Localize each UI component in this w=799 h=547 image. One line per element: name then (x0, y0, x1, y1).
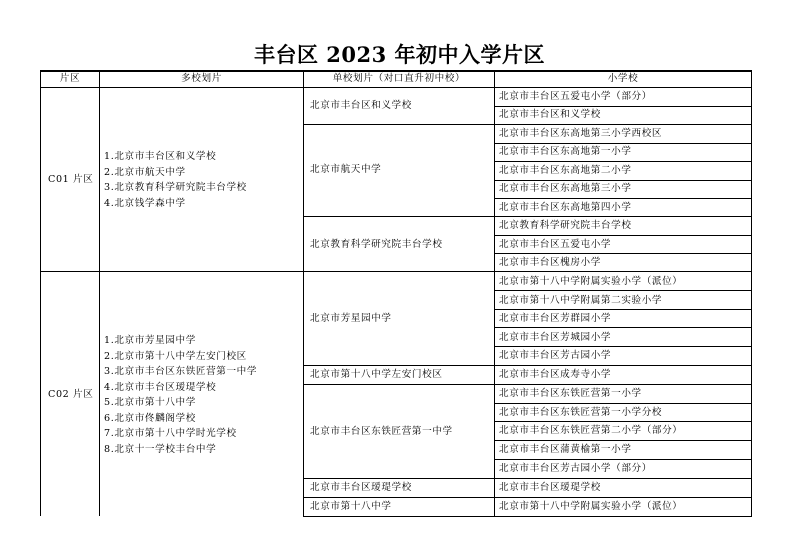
primary-school: 北京市丰台区成寿寺小学 (499, 369, 612, 380)
header-bottom-border (40, 87, 752, 88)
primary-school: 北京市丰台区五爱屯小学 (499, 239, 612, 250)
sub-row-divider (494, 198, 752, 199)
row-divider (303, 497, 752, 498)
table-bottom-border (303, 516, 752, 517)
sub-row-divider (494, 421, 752, 422)
list-item: 2.北京市第十八中学左安门校区 (104, 350, 247, 362)
row-divider (303, 124, 752, 125)
primary-school: 北京市第十八中学附属实验小学（派位） (499, 501, 683, 512)
c02-single-4: 北京市丰台区瑷瑅学校 (310, 482, 412, 493)
primary-school: 北京市丰台区东高地第三小学西校区 (499, 128, 663, 139)
page-title: 丰台区 2023 年初中入学片区 (253, 42, 546, 67)
sub-row-divider (494, 143, 752, 144)
sub-row-divider (494, 459, 752, 460)
list-item: 8.北京十一学校丰台中学 (104, 443, 217, 455)
sub-row-divider (494, 253, 752, 254)
c02-single-1: 北京市芳星园中学 (310, 313, 392, 324)
sub-row-divider (494, 403, 752, 404)
c02-single-2: 北京市第十八中学左安门校区 (310, 369, 443, 380)
row-divider (303, 478, 752, 479)
primary-school: 北京市丰台区东铁匠营第二小学（部分） (499, 425, 683, 436)
c01-multi-list (104, 149, 247, 211)
list-item: 4.北京钱学森中学 (104, 197, 186, 209)
c01-district-label: C01 片区 (48, 174, 94, 185)
primary-school: 北京市丰台区芳古园小学 (499, 350, 612, 361)
row-divider (303, 216, 752, 217)
c02-district-label: C02 片区 (48, 389, 94, 400)
c02-multi-list (104, 333, 257, 457)
sub-row-divider (494, 106, 752, 107)
list-item: 3.北京教育科学研究院丰台学校 (104, 182, 247, 193)
column-divider (494, 70, 495, 517)
c01-single-2: 北京市航天中学 (310, 164, 382, 175)
c01-single-3: 北京教育科学研究院丰台学校 (310, 239, 443, 250)
primary-school: 北京市丰台区东高地第三小学 (499, 183, 632, 194)
sub-row-divider (494, 290, 752, 291)
list-item: 3.北京市丰台区东铁匠营第一中学 (104, 366, 258, 377)
primary-school: 北京市丰台区东高地第二小学 (499, 165, 632, 176)
primary-school: 北京教育科学研究院丰台学校 (499, 220, 632, 231)
primary-school: 北京市丰台区东铁匠营第一小学 (499, 388, 642, 399)
c01-single-1: 北京市丰台区和义学校 (310, 100, 412, 111)
primary-school: 北京市丰台区芳群园小学 (499, 313, 612, 324)
primary-school: 北京市丰台区芳城园小学 (499, 332, 612, 343)
table-left-border (40, 70, 41, 516)
c02-single-3: 北京市丰台区东铁匠营第一中学 (310, 426, 453, 437)
primary-school: 北京市丰台区五爱屯小学（部分） (499, 91, 652, 102)
primary-school: 北京市丰台区东铁匠营第一小学分校 (499, 407, 663, 418)
primary-school: 北京市第十八中学附属实验小学（派位） (499, 276, 683, 287)
list-item: 1.北京市丰台区和义学校 (104, 151, 217, 162)
row-divider (303, 384, 752, 385)
c02-single-5: 北京市第十八中学 (310, 501, 392, 512)
table-right-border (751, 70, 752, 517)
primary-school: 北京市丰台区蒲黄榆第一小学 (499, 444, 632, 455)
header-district: 片区 (59, 73, 81, 84)
primary-school: 北京市第十八中学附属第二实验小学 (499, 295, 663, 306)
sub-row-divider (494, 346, 752, 347)
sub-row-divider (494, 309, 752, 310)
c01-c02-divider (40, 271, 752, 272)
sub-row-divider (494, 180, 752, 181)
column-divider (99, 70, 100, 516)
list-item: 7.北京市第十八中学时光学校 (104, 428, 237, 439)
list-item: 1.北京市芳星园中学 (104, 335, 196, 346)
primary-school: 北京市丰台区槐房小学 (499, 257, 601, 268)
header-multi: 多校划片 (181, 73, 222, 84)
table-top-border (40, 70, 752, 72)
list-item: 2.北京市航天中学 (104, 166, 186, 178)
sub-row-divider (494, 440, 752, 441)
sub-row-divider (494, 327, 752, 328)
list-item: 4.北京市丰台区瑷瑅学校 (104, 381, 217, 393)
header-primary: 小学校 (607, 73, 639, 84)
row-divider (303, 365, 752, 366)
list-item: 5.北京市第十八中学 (104, 397, 196, 408)
primary-school: 北京市丰台区东高地第一小学 (499, 146, 632, 157)
primary-school: 北京市丰台区芳古园小学（部分） (499, 463, 652, 474)
sub-row-divider (494, 235, 752, 236)
sub-row-divider (494, 161, 752, 162)
header-single: 单校划片（对口直升初中校） (332, 73, 466, 84)
column-divider (303, 70, 304, 517)
list-item: 6.北京市佟麟阁学校 (104, 412, 196, 424)
primary-school: 北京市丰台区和义学校 (499, 109, 601, 120)
primary-school: 北京市丰台区东高地第四小学 (499, 202, 632, 213)
primary-school: 北京市丰台区瑷瑅学校 (499, 482, 601, 493)
